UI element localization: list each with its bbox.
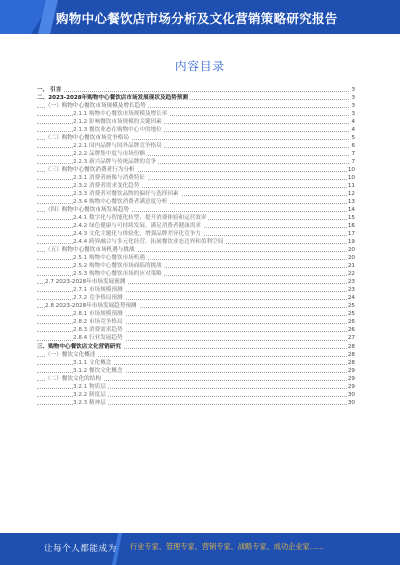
toc-entry-page: 26 [347,319,355,326]
toc-entry-page: 12 [347,191,355,198]
toc-entry-title: 二、2023-2028年购物中心餐饮店市场发展现状及趋势预测 [37,95,188,102]
toc-entry-title: 2.5.1 购物中心餐饮市场机遇 [73,255,145,262]
toc-entry-title: 2.8 2023-2028年市场发展趋势预测 [45,303,137,310]
toc-entry[interactable] [37,214,355,222]
toc-entry-page: 6 [351,143,355,150]
toc-entry-title: 2.7.1 市场规模预测 [73,287,123,294]
toc-entry[interactable] [37,302,355,310]
toc-entry-page: 19 [347,239,355,246]
toc-entry[interactable] [37,286,355,294]
toc-entry[interactable] [37,230,355,238]
toc-entry-title: 2.2.1 国内品牌与国外品牌竞争格局 [73,143,162,150]
toc-entry-title: 三、购物中心餐饮店文化营销研究 [37,343,121,350]
toc-entry[interactable] [37,118,355,126]
toc-entry-title: 2.3.1 消费者画像与消费特征 [73,175,145,182]
toc-entry-title: 2.1.2 影响餐饮市场规模的关键因素 [73,119,162,126]
toc-entry[interactable] [37,343,355,351]
toc-entry[interactable] [37,142,355,150]
toc-entry-page: 29 [347,383,355,390]
toc-entry[interactable] [37,375,355,383]
toc-entry-page: 24 [347,295,355,302]
toc-entry-page: 16 [347,223,355,230]
report-footer-banner [0,533,400,565]
toc-entry[interactable] [37,246,355,254]
toc-entry-page: 13 [347,199,355,206]
toc-entry-page: 28 [347,351,355,358]
footer-roles: 行业专家、管理专家、营销专家、战略专家、成功企业家…… [130,542,325,551]
toc-entry-page: 7 [351,159,355,166]
footer-slogan: 让每个人都能成为 [44,544,117,554]
toc-entry[interactable] [37,399,355,407]
toc-entry-page: 29 [347,375,355,382]
toc-entry[interactable] [37,391,355,399]
toc-entry-title: 2.5.2 购物中心餐饮市场面临的挑战 [73,263,162,270]
toc-entry-page: 21 [347,263,355,270]
toc-heading: 内容目录 [175,59,225,73]
toc-entry-title: 3.2.1 物质层 [73,383,106,390]
toc-entry[interactable] [37,190,355,198]
toc-entry-page: 15 [347,215,355,222]
toc-leader-dots [37,91,349,92]
toc-entry-title: （一）餐饮文化概述 [45,351,96,358]
toc-entry[interactable] [37,383,355,391]
toc-entry-title: 2.2.3 新兴品牌与传统品牌的竞争 [73,159,157,166]
toc-entry-title: 3.1.2 餐饮文化概念 [73,367,123,374]
toc-entry-page: 5 [351,135,355,142]
toc-entry-title: 2.7 2023-2028年市场发展预测 [45,279,126,286]
toc-entry-page: 4 [351,119,355,126]
toc-entry-page: 25 [347,311,355,318]
toc-entry[interactable] [37,359,355,367]
toc-entry-page: 10 [347,175,355,182]
toc-entry[interactable] [37,326,355,334]
toc-entry-page: 27 [347,335,355,342]
toc-entry[interactable] [37,254,355,262]
toc-entry-title: 2.3.2 消费者需求变化趋势 [73,183,140,190]
toc-entry-title: 2.7.2 竞争格局预测 [73,295,123,302]
toc-entry[interactable] [37,270,355,278]
toc-entry-page: 29 [347,367,355,374]
toc-entry-title: 2.8.4 行业发展趋势 [73,335,123,342]
toc-entry-page: 10 [347,167,355,174]
toc-entry[interactable] [37,94,355,102]
toc-entry-title: 一、 引言 [37,87,62,93]
toc-entry[interactable] [37,198,355,206]
toc-entry-title: 2.4.2 绿色健康与可持续发展，满足消费者健康需求 [73,223,201,230]
toc-entry-page: 28 [347,359,355,366]
toc-entry[interactable] [37,158,355,166]
toc-entry[interactable] [37,182,355,190]
toc-entry-title: （三）购物中心餐饮消费者行为分析 [45,167,135,174]
toc-entry-title: 2.5.3 购物中心餐饮市场的应对策略 [73,271,162,278]
toc-entry[interactable] [37,262,355,270]
toc-entry-title: 2.8.3 消费需求趋势 [73,327,123,334]
toc-entry-page: 22 [347,271,355,278]
toc-entry-page: 3 [351,95,355,102]
toc-entry-title: 2.3.4 购物中心餐饮消费者满意度分析 [73,199,168,206]
toc-entry-page: 20 [347,255,355,262]
toc-entry-title: 2.1.3 餐饮业态在购物中心中的地位 [73,127,162,134]
toc-entry-page: 23 [347,287,355,294]
toc-entry-title: 2.4.3 文化主题化与体验化，增强品牌差异化竞争力 [73,231,201,238]
toc-entry-page: 3 [351,87,355,93]
toc-entry-title: 3.1.1 文化概念 [73,359,112,366]
toc-entry[interactable] [37,294,355,302]
toc-entry-page: 25 [347,303,355,310]
toc-entry-title: 2.8.2 市场竞争格局 [73,319,123,326]
toc-entry-page: 3 [351,103,355,110]
toc-entry[interactable] [37,278,355,286]
report-header-banner [0,0,400,34]
toc-entry-page: 17 [347,231,355,238]
toc-entry[interactable] [37,206,355,214]
toc-entry-title: 2.1.1 购物中心餐饮市场规模及增长率 [73,111,168,118]
toc-entry-page: 30 [347,399,355,406]
toc-entry[interactable] [37,238,355,246]
toc-entry-page: 3 [351,111,355,118]
toc-entry-page: 11 [347,183,355,190]
toc-entry[interactable] [37,134,355,142]
toc-entry[interactable] [37,334,355,342]
toc-entry[interactable] [37,126,355,134]
toc-entry-title: 2.2.2 品牌集中度与市场份额 [73,151,145,158]
toc-entry-title: 2.4.4 跨界融合与多元化经营，拓展餐饮业态边界和盈利空间 [73,239,224,246]
toc-entry-page: 14 [347,207,355,214]
table-of-contents [37,86,355,407]
toc-entry[interactable] [37,102,355,110]
toc-entry-title: （四）购物中心餐饮市场发展趋势 [45,207,129,214]
toc-entry-page: 30 [347,391,355,398]
toc-entry[interactable] [37,150,355,158]
toc-entry-title: 2.8.1 市场规模预测 [73,311,123,318]
toc-entry[interactable] [37,351,355,359]
toc-entry[interactable] [37,310,355,318]
toc-entry-page: 23 [347,279,355,286]
report-title: 购物中心餐饮店市场分析及文化营销策略研究报告 [56,11,338,26]
toc-entry-page: 4 [351,127,355,134]
toc-entry-title: 3.2.3 精神层 [73,399,106,406]
toc-entry[interactable] [37,86,355,94]
toc-entry[interactable] [37,367,355,375]
toc-entry-title: 2.3.3 消费者对餐饮品牌的偏好与选择因素 [73,191,179,198]
toc-entry-page: 26 [347,327,355,334]
toc-entry[interactable] [37,222,355,230]
toc-entry[interactable] [37,110,355,118]
toc-entry-title: （一）购物中心餐饮市场规模及增长趋势 [45,103,146,110]
toc-entry-title: （二）购物中心餐饮市场竞争格局 [45,135,129,142]
toc-entry[interactable] [37,166,355,174]
toc-entry-title: 3.2.2 制度层 [73,391,106,398]
toc-entry-page: 20 [347,247,355,254]
toc-entry-title: 2.4.1 数字化与智能化转型，提升消费体验和运营效率 [73,215,207,222]
toc-entry[interactable] [37,174,355,182]
toc-entry[interactable] [37,318,355,326]
toc-entry-page: 7 [351,151,355,158]
toc-entry-title: （二）餐饮文化的结构 [45,375,101,382]
toc-entry-page: 28 [347,343,355,350]
toc-entry-title: （五）购物中心餐饮市场机遇与挑战 [45,247,135,254]
